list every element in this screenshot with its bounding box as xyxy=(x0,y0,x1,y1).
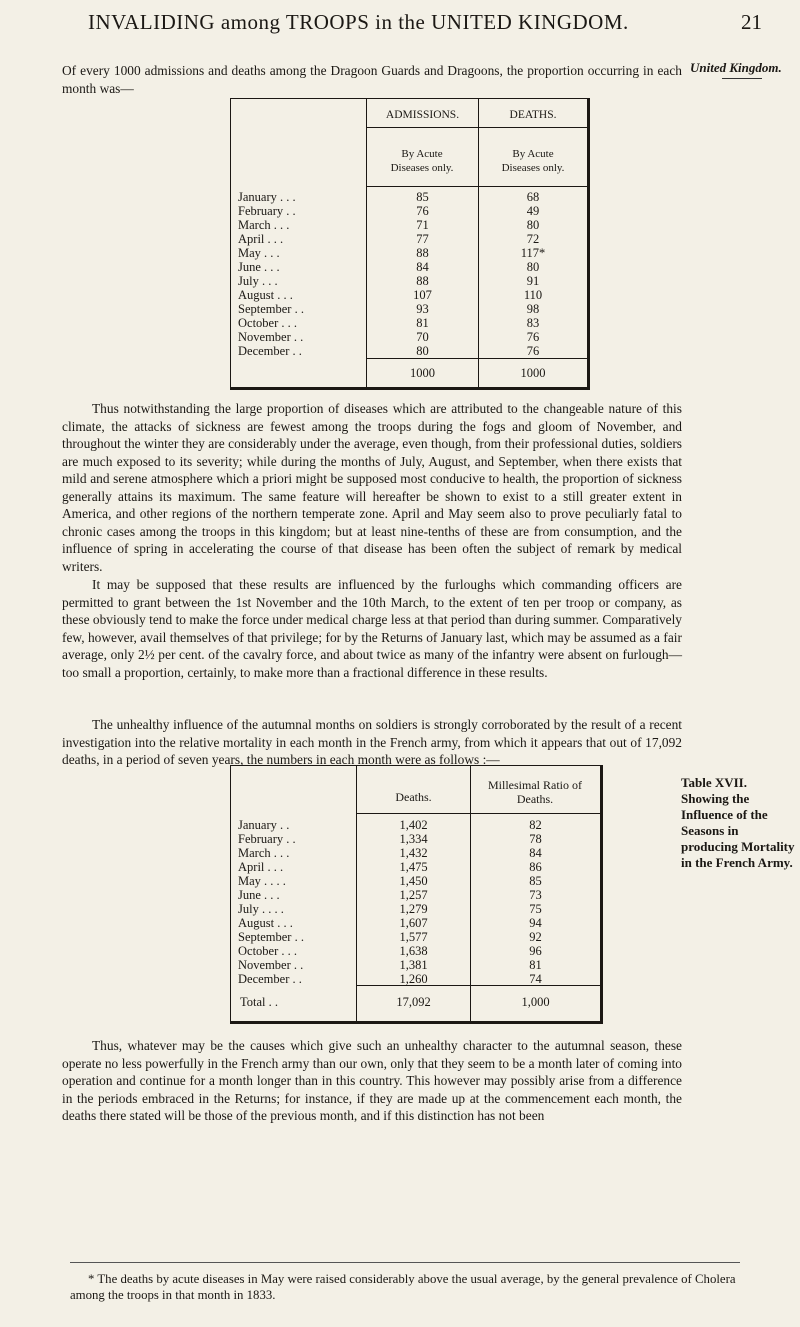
footnote-rule xyxy=(70,1262,740,1263)
table2-ratio: 82 xyxy=(529,818,542,832)
table1-admissions: 84 xyxy=(416,260,429,274)
margin-note-united-kingdom xyxy=(690,60,800,79)
table1-header-rule xyxy=(367,127,587,128)
table2-deaths: 1,334 xyxy=(399,832,428,846)
table1-deaths: 76 xyxy=(526,344,540,358)
table2-month: June . . . xyxy=(238,888,280,902)
table2-month: April . . . xyxy=(238,860,284,874)
table1-month: September . . xyxy=(238,302,304,316)
table1-subheader-deaths: By Acute Diseases only. xyxy=(501,148,565,174)
table1-deaths: 91 xyxy=(526,274,540,288)
table2-header-ratio: Millesimal Ratio of Deaths. xyxy=(488,778,582,806)
table2-deaths: 1,450 xyxy=(399,874,428,888)
table2-month: October . . . xyxy=(238,944,298,958)
table1-deaths: 68 xyxy=(526,190,540,204)
table1-admissions: 81 xyxy=(416,316,429,330)
table2-deaths: 1,279 xyxy=(399,902,428,916)
table2-ratio: 75 xyxy=(529,902,542,916)
table1-month: January . . . xyxy=(238,190,296,204)
table2-ratio: 81 xyxy=(529,958,542,972)
table1-month: December . . xyxy=(238,344,302,358)
table2-ratio: 86 xyxy=(529,860,542,874)
table2-ratio: 74 xyxy=(529,972,542,986)
table1-deaths: 72 xyxy=(526,232,540,246)
table1-admissions: 88 xyxy=(416,246,429,260)
table2-month: March . . . xyxy=(238,846,290,860)
margin-note-rule xyxy=(722,78,762,79)
table2-total-label: Total . . xyxy=(240,995,279,1009)
paragraph-french-army: The unhealthy influence of the autumnal months on soldiers is strongly corroborated by the result of a recent investigation into the relative mortality in each month in the French army, from which it appears that out of 17,092 deaths, in a period of seven years, the numbers in each month were as follows :— xyxy=(62,717,682,767)
table1-subheader-admissions: By Acute Diseases only. xyxy=(390,148,454,174)
margin-note-table-xvii: Table XVII. Showing the Influence of the Seasons in producing Mortality in the French Army. xyxy=(681,775,795,870)
table2-deaths: 1,638 xyxy=(399,944,428,958)
table1-month: April . . . xyxy=(238,232,284,246)
table1-header-admissions: ADMISSIONS. xyxy=(385,109,460,121)
table1-total-admissions: 1000 xyxy=(410,366,435,380)
table1-total-deaths: 1000 xyxy=(520,366,546,380)
table1-deaths: 83 xyxy=(526,316,540,330)
table1-admissions: 107 xyxy=(413,288,432,302)
table1-month: November . . xyxy=(238,330,304,344)
table2-ratio: 73 xyxy=(529,888,542,902)
table2-ratio: 78 xyxy=(529,832,542,846)
table1-admissions: 85 xyxy=(416,190,429,204)
table2-deaths: 1,475 xyxy=(399,860,428,874)
intro-paragraph: Of every 1000 admissions and deaths among the Dragoon Guards and Dragoons, the proportion occurring in each month was— xyxy=(62,63,682,96)
table1-admissions: 77 xyxy=(416,232,429,246)
table2-ratio: 94 xyxy=(529,916,542,930)
table2-month: May . . . . xyxy=(238,874,286,888)
table1-month: February . . xyxy=(238,204,296,218)
table2-month: February . . xyxy=(238,832,296,846)
table1-admissions: 80 xyxy=(416,344,429,358)
table2-deaths: 1,260 xyxy=(399,972,428,986)
table1-month: August . . . xyxy=(238,288,293,302)
table1-header-deaths: DEATHS. xyxy=(509,109,557,121)
margin-note-text: United Kingdom. xyxy=(690,60,782,75)
table1-deaths: 98 xyxy=(526,302,540,316)
table2-total-deaths: 17,092 xyxy=(396,995,431,1009)
table1-admissions: 71 xyxy=(416,218,429,232)
table2-deaths: 1,381 xyxy=(399,958,428,972)
table1-month: June . . . xyxy=(238,260,280,274)
table2-total-ratio: 1,000 xyxy=(521,995,550,1009)
table1-admissions: 88 xyxy=(416,274,429,288)
table2-month: December . . xyxy=(238,972,302,986)
table1-admissions: 76 xyxy=(416,204,429,218)
table2-ratio: 85 xyxy=(529,874,542,888)
table2-deaths: 1,432 xyxy=(399,846,428,860)
page-number: 21 xyxy=(741,10,762,34)
table2-month: August . . . xyxy=(238,916,293,930)
footnote: * The deaths by acute diseases in May were raised considerably above the usual average, by the general prevalence of Cholera among the troops in that month in 1833. xyxy=(70,1272,736,1302)
table1-month: October . . . xyxy=(238,316,298,330)
table1-subheader-rule xyxy=(367,186,587,187)
table1-deaths: 80 xyxy=(526,260,540,274)
table1-deaths: 49 xyxy=(526,204,540,218)
table1-admissions: 93 xyxy=(416,302,429,316)
table2-deaths: 1,257 xyxy=(399,888,428,902)
table1-month: March . . . xyxy=(238,218,290,232)
table1-deaths: 80 xyxy=(526,218,540,232)
table2-month: September . . xyxy=(238,930,304,944)
table1-deaths: 117* xyxy=(520,246,546,260)
table2-ratio: 92 xyxy=(529,930,542,944)
table2-header-rule xyxy=(357,813,600,814)
table2-month: November . . xyxy=(238,958,304,972)
table1-month: May . . . xyxy=(238,246,280,260)
table2-ratio: 84 xyxy=(529,846,542,860)
paragraph-conclusion: Thus, whatever may be the causes which give such an unhealthy character to the autumnal season, these operate no less powerfully in the French army than our own, only that they seem to be a month later of coming into operation and continue for a month longer than in this country. This however may possibly arise from a difference in the periods embraced in the Returns; for instance, if they are made up at the commencement each month, the deaths there stated will be those of the previous month, and if this distinction has not been xyxy=(62,1038,682,1123)
table2-deaths: 1,577 xyxy=(399,930,428,944)
table1-month: July . . . xyxy=(238,274,278,288)
table1-deaths: 76 xyxy=(526,330,540,344)
table2-deaths: 1,402 xyxy=(399,818,428,832)
table2-ratio: 96 xyxy=(529,944,542,958)
table2-header-deaths: Deaths. xyxy=(395,790,432,804)
table2-deaths: 1,607 xyxy=(399,916,428,930)
table1-deaths: 110 xyxy=(523,288,543,302)
table2-month: January . . xyxy=(238,818,290,832)
running-head xyxy=(0,8,800,44)
paragraph-climate: Thus notwithstanding the large proportion of diseases which are attributed to the changeable nature of this climate, the attacks of sickness are fewest among the troops during the fogs and gloom of November, and throughout the winter they are considerably under the average, even though, from their professional duties, soldiers are much exposed to its severity; while during the months of July, August, and September, when there exists that mild and serene atmosphere which a priori might be supposed most conducive to health, the proportion of sickness generally attains its maximum. The same feature will hereafter be shown to exist to a still greater extent in America, and other regions of the northern temperate zone. April and May seem also to prove peculiarly fatal to chronic cases among the troops in this kingdom; but at least nine-tenths of these are from consumption, and the influence of spring in accelerating the course of that disease has been often the subject of remark by medical writers. xyxy=(62,401,682,574)
paragraph-furloughs: It may be supposed that these results are influenced by the furloughs which commanding officers are permitted to grant between the 1st November and the 10th March, to the extent of ten per troop or company, as these obviously tend to make the force under medical charge less at that period than during summer. Comparatively few, however, avail themselves of that privilege; for by the Returns of January last, which may be assumed as a fair average, only 2½ per cent. of the cavalry force, and about twice as many of the infantry were absent on furlough—too small a proportion, certainly, to make more than a fractional difference in these results. xyxy=(62,577,682,680)
table2-month: July . . . . xyxy=(238,902,284,916)
running-title: INVALIDING among TROOPS in the UNITED KINGDOM. xyxy=(88,10,629,34)
table1-admissions: 70 xyxy=(416,330,429,344)
